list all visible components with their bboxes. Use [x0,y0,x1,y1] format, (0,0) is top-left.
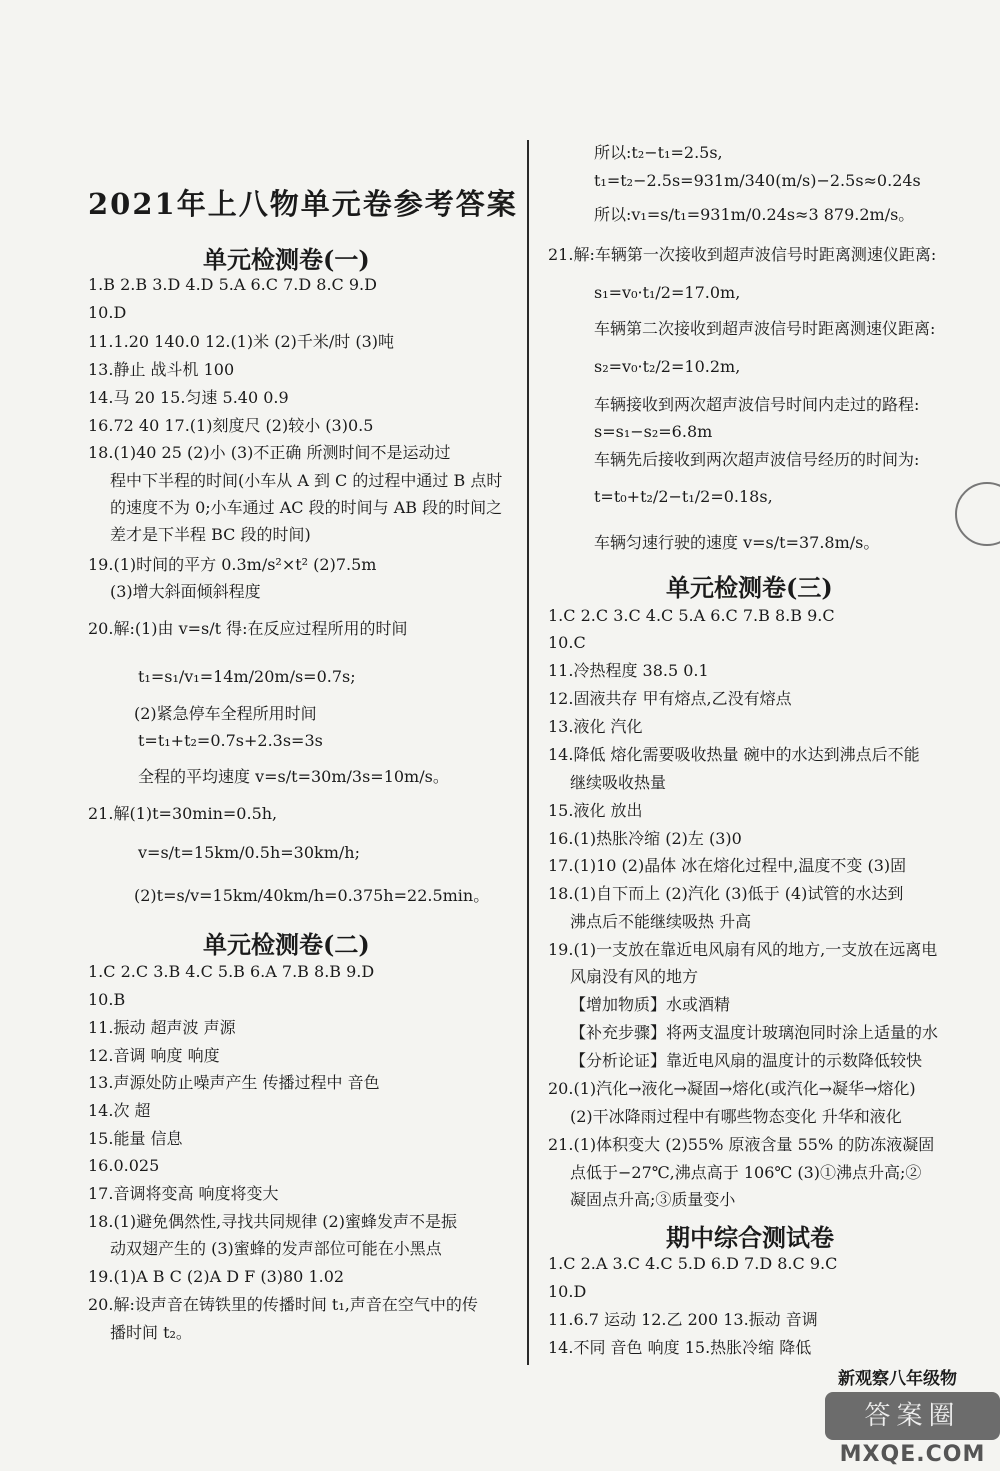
answer-line: 21.解(1)t=30min=0.5h, [88,804,278,823]
answer-line: 继续吸收热量 [570,773,667,792]
watermark-logo [825,1392,1000,1471]
answer-line: 16.72 40 17.(1)刻度尺 (2)较小 (3)0.5 [88,416,374,435]
footer-text: 新观察八年级物 [838,1369,957,1389]
answer-line: 19.(1)A B C (2)A D F (3)80 1.02 [88,1267,345,1286]
answer-line: 1.C 2.C 3.B 4.C 5.B 6.A 7.B 8.B 9.D [88,962,375,981]
answer-line: 12.音调 响度 响度 [88,1046,220,1065]
answer-line: 车辆先后接收到两次超声波信号经历的时间为: [594,450,920,469]
answer-line: 14.不同 音色 响度 15.热胀冷缩 降低 [548,1338,812,1357]
answer-line: 11.冷热程度 38.5 0.1 [548,661,709,680]
answer-line: 播时间 t₂。 [110,1323,192,1342]
answer-line: 10.D [548,1282,587,1301]
answer-line: 17.音调将变高 响度将变大 [88,1184,279,1203]
answer-line: 动双翅产生的 (3)蜜蜂的发声部位可能在小黑点 [110,1239,442,1258]
answer-line: 的速度不为 0;小车通过 AC 段的时间与 AB 段的时间之 [110,498,503,517]
answer-line: 18.(1)40 25 (2)小 (3)不正确 所测时间不是运动过 [88,443,451,462]
answer-line: 20.解:(1)由 v=s/t 得:在反应过程所用的时间 [88,619,408,638]
answer-line: 1.C 2.A 3.C 4.C 5.D 6.D 7.D 8.C 9.C [548,1254,838,1273]
answer-line: 所以:v₁=s/t₁=931m/0.24s≈3 879.2m/s。 [594,205,915,224]
answer-line: 沸点后不能继续吸热 升高 [570,912,752,931]
answer-line: 19.(1)一支放在靠近电风扇有风的地方,一支放在远离电 [548,940,938,959]
answer-line: 1.B 2.B 3.D 4.D 5.A 6.C 7.D 8.C 9.D [88,275,377,294]
answer-line: 1.C 2.C 3.C 4.C 5.A 6.C 7.B 8.B 9.C [548,606,835,625]
answer-line: 20.(1)汽化→液化→凝固→熔化(或汽化→凝华→熔化) [548,1079,916,1098]
answer-line: 21.解:车辆第一次接收到超声波信号时距离测速仪距离: [548,245,937,264]
answer-line: s₁=v₀·t₁/2=17.0m, [594,283,741,302]
watermark-badge: 答案圈 [825,1392,1000,1440]
section-heading: 单元检测卷(一) [203,245,370,274]
answer-line: 12.固液共存 甲有熔点,乙没有熔点 [548,689,792,708]
answer-line: 17.(1)10 (2)晶体 冰在熔化过程中,温度不变 (3)固 [548,856,907,875]
answer-line: 【补充步骤】将两支温度计玻璃泡同时涂上适量的水 [570,1023,939,1042]
page-title: 2021年上八物单元卷参考答案 [88,187,518,221]
answer-line: 16.0.025 [88,1156,160,1175]
answer-line: 13.静止 战斗机 100 [88,360,235,379]
section-heading: 单元检测卷(三) [666,573,833,602]
answer-line: 差才是下半程 BC 段的时间) [110,525,311,544]
answer-line: 13.液化 汽化 [548,717,643,736]
answer-line: t=t₀+t₂/2−t₁/2=0.18s, [594,487,773,506]
answer-line: 10.C [548,633,586,652]
answer-line: 11.振动 超声波 声源 [88,1018,236,1037]
answer-line: 20.解:设声音在铸铁里的传播时间 t₁,声音在空气中的传 [88,1295,478,1314]
answer-line: 全程的平均速度 v=s/t=30m/3s=10m/s。 [138,767,449,786]
answer-line: s=s₁−s₂=6.8m [594,422,713,441]
answer-line: 所以:t₂−t₁=2.5s, [594,143,723,162]
answer-line: 14.降低 熔化需要吸收热量 碗中的水达到沸点后不能 [548,745,920,764]
answer-line: t₁=t₂−2.5s=931m/340(m/s)−2.5s≈0.24s [594,171,921,190]
answer-line: 14.次 超 [88,1101,151,1120]
column-divider [527,140,529,1365]
watermark-text: MXQE.COM [839,1442,986,1467]
answer-line: (2)干冰降雨过程中有哪些物态变化 升华和液化 [570,1107,902,1126]
answer-line: (2)t=s/v=15km/40km/h=0.375h=22.5min。 [134,886,490,905]
answer-line: t₁=s₁/v₁=14m/20m/s=0.7s; [138,667,356,686]
answer-line: v=s/t=15km/0.5h=30km/h; [138,843,360,862]
answer-line: 【分析论证】靠近电风扇的温度计的示数降低较快 [570,1051,923,1070]
answer-line: 11.6.7 运动 12.乙 200 13.振动 音调 [548,1310,818,1329]
seal-mark [955,482,1000,546]
answer-line: (3)增大斜面倾斜程度 [110,582,261,601]
answer-line: 11.1.20 140.0 12.(1)米 (2)千米/时 (3)吨 [88,332,395,351]
answer-line: s₂=v₀·t₂/2=10.2m, [594,357,741,376]
answer-line: 13.声源处防止噪声产生 传播过程中 音色 [88,1073,380,1092]
answer-line: 凝固点升高;③质量变小 [570,1190,736,1209]
answer-line: 点低于−27℃,沸点高于 106℃ (3)①沸点升高;② [570,1163,922,1182]
answer-line: 14.马 20 15.匀速 5.40 0.9 [88,388,289,407]
answer-line: t=t₁+t₂=0.7s+2.3s=3s [138,731,323,750]
answer-line: 10.D [88,303,127,322]
answer-line: 19.(1)时间的平方 0.3m/s²×t² (2)7.5m [88,555,377,574]
answer-line: 15.能量 信息 [88,1129,183,1148]
answer-line: 车辆接收到两次超声波信号时间内走过的路程: [594,395,920,414]
section-heading: 单元检测卷(二) [203,930,370,959]
answer-line: 15.液化 放出 [548,801,643,820]
answer-line: 18.(1)避免偶然性,寻找共同规律 (2)蜜蜂发声不是振 [88,1212,457,1231]
answer-line: (2)紧急停车全程所用时间 [134,704,317,723]
answer-line: 车辆匀速行驶的速度 v=s/t=37.8m/s。 [594,533,880,552]
answer-line: 程中下半程的时间(小车从 A 到 C 的过程中通过 B 点时 [110,471,503,490]
answer-line: 18.(1)自下而上 (2)汽化 (3)低于 (4)试管的水达到 [548,884,904,903]
answer-line: 21.(1)体积变大 (2)55% 原液含量 55% 的防冻液凝固 [548,1135,935,1154]
answer-line: 风扇没有风的地方 [570,967,699,986]
answer-line: 【增加物质】水或酒精 [570,995,731,1014]
section-heading: 期中综合测试卷 [666,1223,834,1252]
answer-line: 10.B [88,990,126,1009]
answer-line: 车辆第二次接收到超声波信号时距离测速仪距离: [594,319,936,338]
answer-line: 16.(1)热胀冷缩 (2)左 (3)0 [548,829,742,848]
